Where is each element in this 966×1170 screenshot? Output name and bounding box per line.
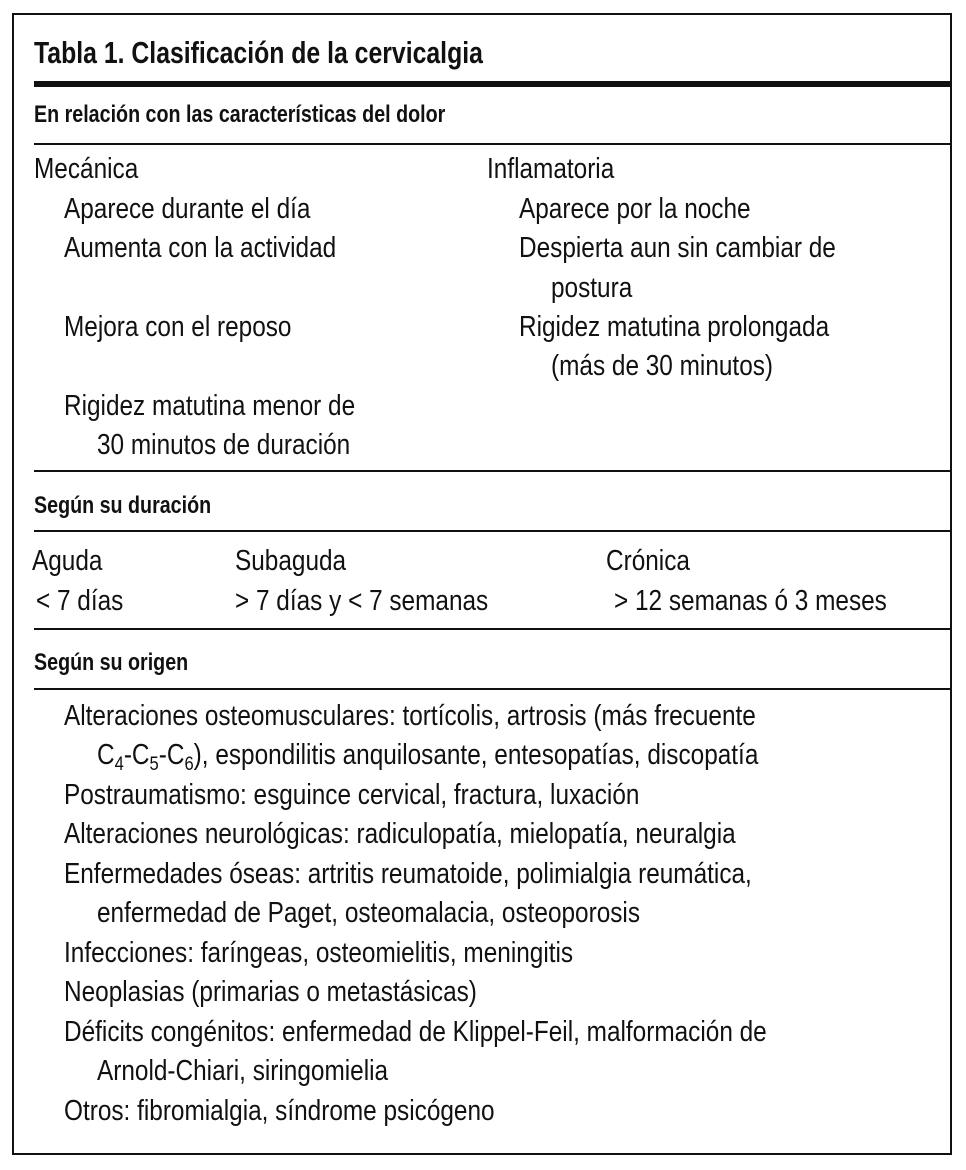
section-divider xyxy=(34,470,950,472)
title-divider xyxy=(34,81,950,87)
mechanical-item: Aumenta con la actividad xyxy=(64,232,337,264)
origin-item-continuation: Arnold-Chiari, siringomielia xyxy=(97,1055,389,1087)
origin-item: Déficits congénitos: enfermedad de Klippel-Feil, malformación de xyxy=(64,1016,767,1048)
section-divider xyxy=(34,628,950,630)
section-heading-pain: En relación con las características del dolor xyxy=(34,101,446,128)
duration-subacute-label: Subaguda xyxy=(235,545,347,577)
duration-acute-value: < 7 días xyxy=(36,585,124,617)
origin-item: Alteraciones neurológicas: radiculopatía, mielopatía, neuralgia xyxy=(64,818,736,850)
origin-item: Enfermedades óseas: artritis reumatoide, polimialgia reumática, xyxy=(64,858,752,890)
origin-item-continuation: enfermedad de Paget, osteomalacia, osteoporosis xyxy=(97,897,641,929)
origin-item: Infecciones: faríngeas, osteomielitis, meningitis xyxy=(64,937,574,969)
inflammatory-item-continuation: (más de 30 minutos) xyxy=(551,350,774,382)
inflammatory-label: Inflamatoria xyxy=(487,153,615,185)
inflammatory-item: Rigidez matutina prolongada xyxy=(519,311,830,343)
inflammatory-item-continuation: postura xyxy=(551,272,633,304)
origin-item-continuation: $C_4-C_5-C_6$), espondilitis anquilosante, entesopatías, discopatía xyxy=(97,739,759,775)
section-heading-duration: Según su duración xyxy=(34,492,212,519)
mechanical-item: Aparece durante el día xyxy=(64,193,311,225)
origin-item: Alteraciones osteomusculares: tortícolis, artrosis (más frecuente xyxy=(64,700,756,732)
inflammatory-item: Despierta aun sin cambiar de xyxy=(519,232,836,264)
duration-subacute-value: > 7 días y < 7 semanas xyxy=(235,585,489,617)
section-divider xyxy=(34,688,950,690)
origin-item: Postraumatismo: esguince cervical, fractura, luxación xyxy=(64,779,640,811)
section-divider xyxy=(34,143,950,145)
mechanical-item: Rigidez matutina menor de xyxy=(64,390,356,422)
duration-chronic-label: Crónica xyxy=(606,545,690,577)
section-divider xyxy=(34,530,950,532)
origin-item: Otros: fibromialgia, síndrome psicógeno xyxy=(64,1095,495,1127)
mechanical-label: Mecánica xyxy=(34,153,139,185)
mechanical-item-continuation: 30 minutos de duración xyxy=(97,429,351,461)
section-heading-origin: Según su origen xyxy=(34,649,189,676)
table-title: Tabla 1. Clasificación de la cervicalgia xyxy=(34,35,483,70)
mechanical-item: Mejora con el reposo xyxy=(64,311,292,343)
duration-chronic-value: > 12 semanas ó 3 meses xyxy=(614,585,887,617)
duration-acute-label: Aguda xyxy=(32,545,103,577)
table-frame xyxy=(12,13,952,1155)
origin-item: Neoplasias (primarias o metastásicas) xyxy=(64,976,477,1008)
inflammatory-item: Aparece por la noche xyxy=(519,193,751,225)
